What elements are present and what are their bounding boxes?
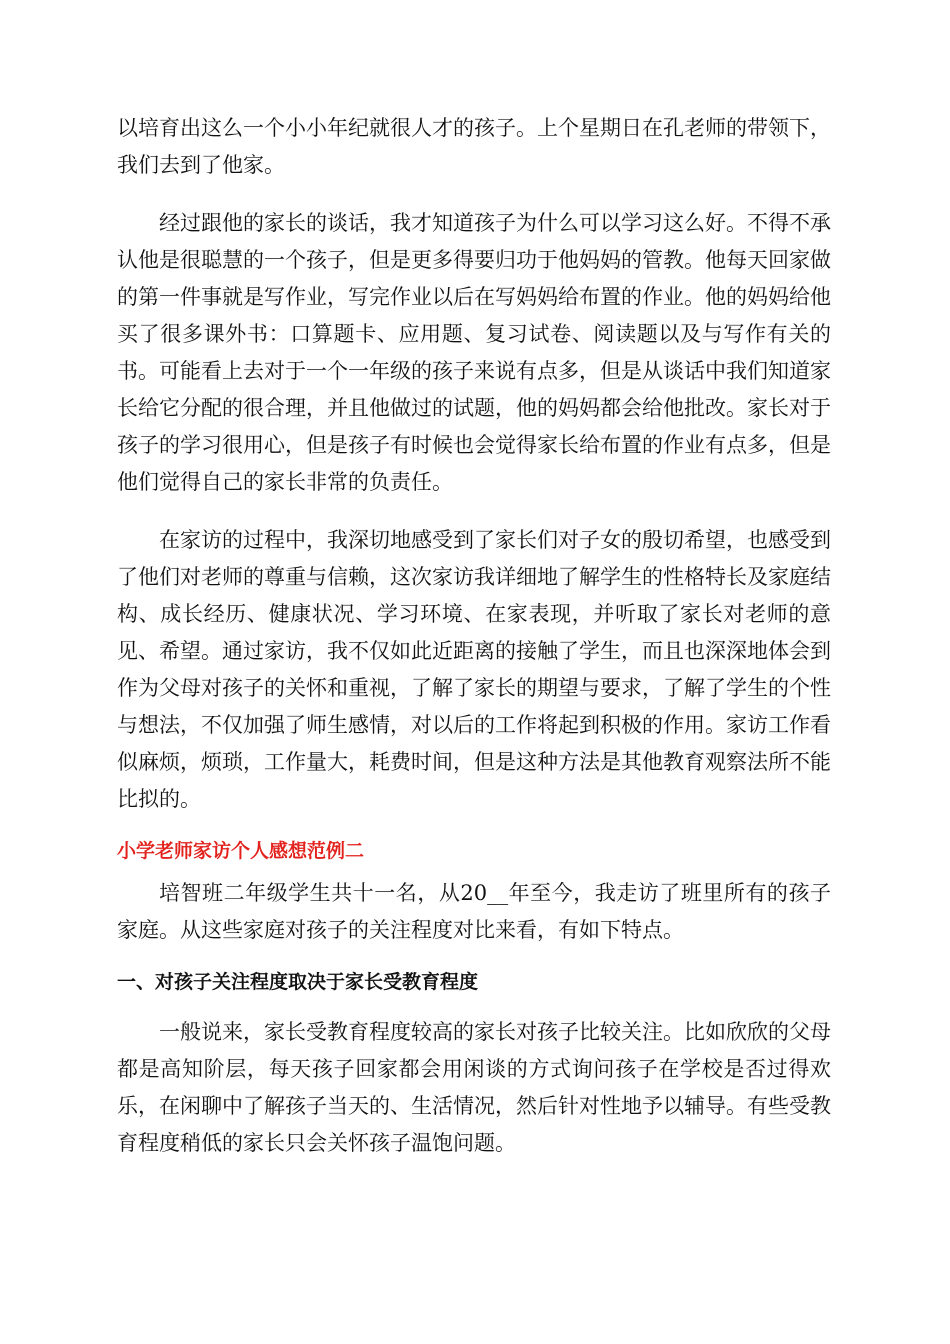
paragraph-home-visit-reflection: 在家访的过程中，我深切地感受到了家长们对子女的殷切希望，也感受到了他们对老师的尊重与信赖，这次家访我详细地了解学生的性格特长及家庭结构、成长经历、健康状况、学习环境、在家表现，并听取了家长对老师的意见、希望。通过家访，我不仅如此近距离的接触了学生，而且也深深地体会到作为父母对孩子的关怀和重视，了解了家长的期望与要求，了解了学生的个性与想法，不仅加强了师生感情，对以后的工作将起到积极的作用。家访工作看似麻烦，烦琐，工作量大，耗费时间，但是这种方法是其他教育观察法所不能比拟的。 — [117, 528, 831, 811]
section-title: 小学老师家访个人感想范例二 — [117, 840, 365, 862]
paragraph-continuation: 以培育出这么一个小小年纪就很人才的孩子。上个星期日在孔老师的带领下，我们去到了他家。 — [117, 116, 831, 177]
sub-paragraph: 一般说来，家长受教育程度较高的家长对孩子比较关注。比如欣欣的父母都是高知阶层，每天孩子回家都会用闲谈的方式询问孩子在学校是否过得欢乐，在闲聊中了解孩子当天的、生活情况，然后针对性地予以辅导。有些受教育程度稍低的家长只会关怀孩子温饱问题。 — [117, 1020, 831, 1155]
section-intro-paragraph: 培智班二年级学生共十一名，从20__年至今，我走访了班里所有的孩子家庭。从这些家庭对孩子的关注程度对比来看，有如下特点。 — [117, 881, 831, 942]
paragraph-parent-conversation: 经过跟他的家长的谈话，我才知道孩子为什么可以学习这么好。不得不承认他是很聪慧的一个孩子，但是更多得要归功于他妈妈的管教。他每天回家做的第一件事就是写作业，写完作业以后在写妈妈给布置的作业。他的妈妈给他买了很多课外书：口算题卡、应用题、复习试卷、阅读题以及与写作有关的书。可能看上去对于一个一年级的孩子来说有点多，但是从谈话中我们知道家长给它分配的很合理，并且他做过的试题，他的妈妈都会给他批改。家长对于孩子的学习很用心，但是孩子有时候也会觉得家长给布置的作业有点多，但是他们觉得自己的家长非常的负责任。 — [117, 211, 831, 494]
document-page — [117, 110, 831, 1183]
subheading: 一、对孩子关注程度取决于家长受教育程度 — [117, 971, 479, 993]
